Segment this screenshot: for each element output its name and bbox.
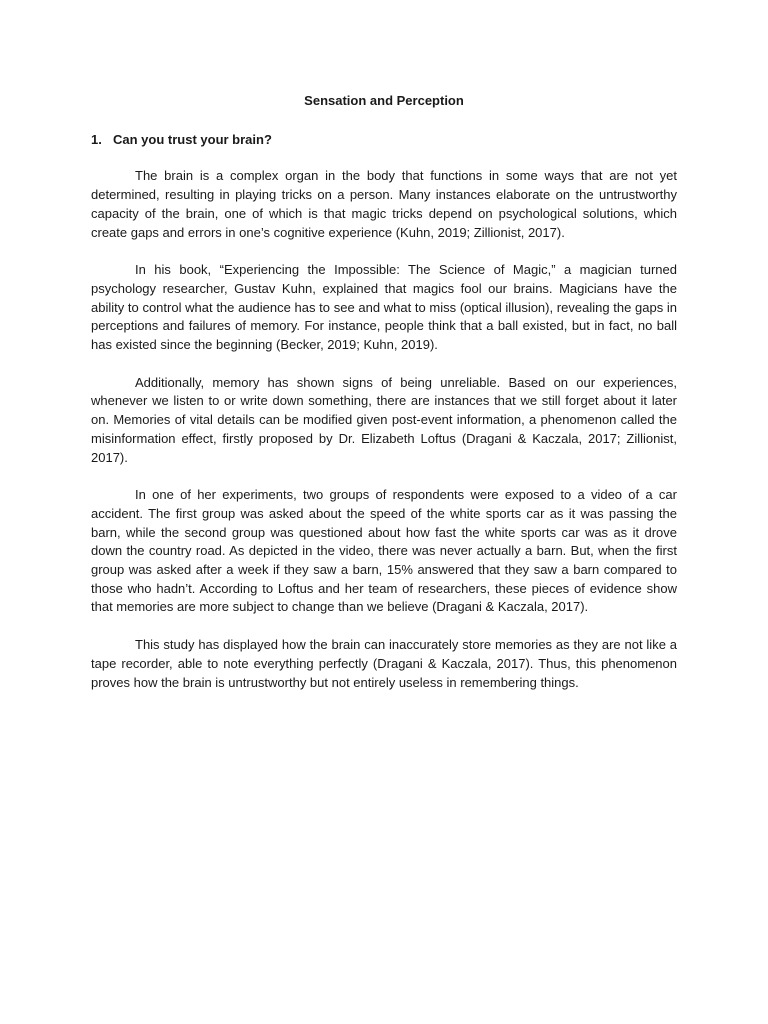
- section-number: 1.: [91, 131, 102, 147]
- document-body: [91, 92, 677, 692]
- paragraph-2: In his book, “Experiencing the Impossible: The Science of Magic,” a magician turned psychology researcher, Gustav Kuhn, explained that magics fool our brains. Magicians have the ability to control what the audience has to see and what to miss (optical illusion), revealing the gaps in perceptions and failures of memory. For instance, people think that a ball existed, but in fact, no ball has existed since the beginning (Becker, 2019; Kuhn, 2019).: [91, 262, 677, 353]
- paragraph-4: In one of her experiments, two groups of respondents were exposed to a video of a car accident. The first group was asked about the speed of the white sports car as it was passing the barn, while the second group was questioned about how fast the white sports car was as it drove down the country road. As depicted in the video, there was never actually a barn. But, when the first group was asked after a week if they saw a barn, 15% answered that they saw a barn compared to those who hadn’t. According to Loftus and her team of researchers, these pieces of evidence show that memories are more subject to change than we believe (Dragani & Kaczala, 2017).: [91, 487, 677, 615]
- section-heading-text: Can you trust your brain?: [113, 131, 272, 147]
- paragraph-1: The brain is a complex organ in the body that functions in some ways that are not yet determined, resulting in playing tricks on a person. Many instances elaborate on the untrustworthy capacity of the brain, one of which is that magic tricks depend on psychological solutions, which create gaps and errors in one’s cognitive experience (Kuhn, 2019; Zillionist, 2017).: [91, 168, 677, 240]
- document-title: Sensation and Perception: [304, 93, 464, 108]
- paragraph-5: This study has displayed how the brain can inaccurately store memories as they are not like a tape recorder, able to note everything perfectly (Dragani & Kaczala, 2017). Thus, this phenomenon proves how the brain is untrustworthy but not entirely useless in remembering things.: [91, 637, 677, 690]
- section-heading: [91, 131, 677, 150]
- paragraph-3: Additionally, memory has shown signs of being unreliable. Based on our experiences, whenever we listen to or write down something, there are instances that we still forget about it later on. Memories of vital details can be modified given post-event information, a phenomenon called the misinformation effect, firstly proposed by Dr. Elizabeth Loftus (Dragani & Kaczala, 2017; Zillionist, 2017).: [91, 374, 677, 465]
